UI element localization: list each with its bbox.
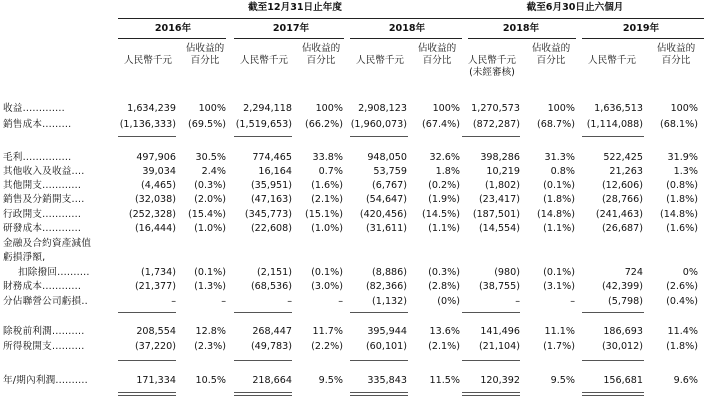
row-value: (49,783) [250, 341, 292, 352]
row-value: 31.9% [667, 152, 698, 163]
row-label: 扣除撥回.......... [18, 267, 90, 278]
row-value: 100% [547, 103, 575, 114]
row-value: (0.1%) [311, 267, 343, 278]
row-value: (2.6%) [666, 281, 698, 292]
total-double-underline [462, 392, 520, 393]
row-value: (1,802) [485, 180, 520, 191]
row-label: 所得稅開支.......... [3, 341, 85, 352]
row-value: (1.9%) [428, 194, 460, 205]
row-value: (6,767) [372, 180, 407, 191]
row-value: (0.1%) [543, 267, 575, 278]
total-double-underline [582, 395, 644, 396]
row-label: 銷售及分銷開支.... [3, 194, 85, 205]
col-head-rmb [462, 55, 522, 79]
row-value: (16,444) [134, 223, 176, 234]
total-double-underline [462, 395, 520, 396]
row-value: (980) [494, 267, 520, 278]
header-group-six-months: 截至6月30日止六個月 [526, 2, 624, 13]
row-value: (38,755) [478, 281, 520, 292]
row-value: (14.8%) [537, 209, 575, 220]
row-value: (37,220) [134, 341, 176, 352]
row-value: (2.1%) [428, 341, 460, 352]
year-rule-2018-6m [468, 38, 576, 39]
row-label: 年/期內利潤.......... [3, 375, 88, 386]
row-value: 9.5% [550, 375, 575, 386]
row-value: 13.6% [429, 326, 460, 337]
row-value: 11.4% [667, 326, 698, 337]
year-rule-2019-6m [582, 38, 704, 39]
row-value: – [171, 296, 176, 307]
row-value: (66.2%) [305, 119, 343, 130]
row-value: 398,286 [480, 152, 520, 163]
row-value: 186,693 [603, 326, 643, 337]
row-value: (2,151) [257, 267, 292, 278]
row-value: (26,687) [601, 223, 643, 234]
row-label: 分佔聯營公司虧損.. [3, 296, 88, 307]
year-rule-2018-fy [350, 38, 462, 39]
row-value: (420,456) [359, 209, 407, 220]
row-value: (241,463) [595, 209, 643, 220]
row-value: (21,104) [478, 341, 520, 352]
row-value: – [287, 296, 292, 307]
row-value: (32,038) [134, 194, 176, 205]
col-head-pct [296, 43, 346, 67]
row-value: (68.1%) [660, 119, 698, 130]
row-value: 11.7% [312, 326, 343, 337]
col-head-pct [648, 43, 704, 67]
row-value: (12,606) [601, 180, 643, 191]
row-label: 金融及合約資產減值 [3, 238, 92, 249]
row-value: 268,447 [252, 326, 292, 337]
row-value: (21,377) [134, 281, 176, 292]
row-label: 虧損淨額, [3, 252, 46, 263]
col-head-unaudited: (未經審核) [469, 67, 515, 78]
row-value: 10,219 [486, 166, 520, 177]
row-value: (14.8%) [660, 209, 698, 220]
row-value: (1,136,333) [119, 119, 176, 130]
row-value: (35,951) [250, 180, 292, 191]
row-value: (1,114,088) [586, 119, 643, 130]
row-label: 毛利............... [3, 152, 72, 163]
row-value: (23,417) [478, 194, 520, 205]
row-value: (1.1%) [543, 223, 575, 234]
col-head-pct [180, 43, 230, 67]
row-value: (872,287) [472, 119, 520, 130]
row-value: 31.3% [544, 152, 575, 163]
row-value: 0% [682, 267, 698, 278]
row-value: (252,328) [128, 209, 176, 220]
row-value: (3.1%) [543, 281, 575, 292]
row-value: 171,334 [136, 375, 176, 386]
row-value: 100% [315, 103, 343, 114]
row-label: 其他開支............ [3, 180, 82, 191]
row-value: (28,766) [601, 194, 643, 205]
row-value: (0.8%) [666, 180, 698, 191]
col-head-rmb: 人民幣千元 [240, 55, 288, 66]
row-value: 218,664 [252, 375, 292, 386]
row-value: (1.6%) [311, 180, 343, 191]
row-value: 497,906 [136, 152, 176, 163]
year-rule-2016 [118, 38, 226, 39]
col-head-pct-line2: 百分比 [306, 55, 336, 66]
col-head-pct-line2: 百分比 [536, 55, 566, 66]
row-value: 0.8% [550, 166, 575, 177]
row-value: (345,773) [244, 209, 292, 220]
subtotal-rule-gross-profit [234, 136, 292, 137]
year-header-2016: 2016年 [154, 23, 192, 34]
total-double-underline [234, 392, 292, 393]
row-value: 100% [198, 103, 226, 114]
row-value: – [570, 296, 575, 307]
subtotal-rule-gross-profit [582, 136, 644, 137]
group-rule-six-months [462, 18, 704, 19]
row-value: (0.1%) [543, 180, 575, 191]
row-value: (1.0%) [311, 223, 343, 234]
subtotal-rule-pretax [350, 312, 408, 313]
row-value: 100% [670, 103, 698, 114]
subtotal-rule-net-profit [234, 360, 292, 361]
row-value: 100% [432, 103, 460, 114]
total-double-underline [582, 392, 644, 393]
row-label: 行政開支............ [3, 209, 82, 220]
row-value: 1.3% [673, 166, 698, 177]
row-value: 53,759 [373, 166, 407, 177]
row-value: 33.8% [312, 152, 343, 163]
row-value: 9.6% [673, 375, 698, 386]
row-value: 11.5% [429, 375, 460, 386]
row-value: 1,636,513 [594, 103, 643, 114]
row-value: 21,263 [609, 166, 643, 177]
year-header-2017: 2017年 [272, 23, 310, 34]
row-value: (2.1%) [311, 194, 343, 205]
col-head-pct [526, 43, 576, 67]
subtotal-rule-net-profit [118, 360, 176, 361]
col-head-pct-line1: 佔收益的 [656, 43, 696, 54]
col-head-rmb-text: 人民幣千元 [468, 55, 516, 66]
col-head-pct-line2: 百分比 [422, 55, 452, 66]
row-label: 除稅前利潤.......... [3, 326, 85, 337]
row-value: (1,960,073) [350, 119, 407, 130]
row-value: (31,611) [365, 223, 407, 234]
row-value: 1,634,239 [127, 103, 176, 114]
row-value: (22,608) [250, 223, 292, 234]
total-double-underline [234, 395, 292, 396]
row-value: (1,734) [141, 267, 176, 278]
row-value: 156,681 [603, 375, 643, 386]
row-value: (3.0%) [311, 281, 343, 292]
subtotal-rule-net-profit [462, 360, 520, 361]
subtotal-rule-pretax [234, 312, 292, 313]
row-value: (1.1%) [428, 223, 460, 234]
row-value: 9.5% [318, 375, 343, 386]
year-header-2018-6m: 2018年 [502, 23, 540, 34]
row-label: 收益............. [3, 103, 65, 114]
row-value: (82,366) [365, 281, 407, 292]
row-value: (187,501) [472, 209, 520, 220]
row-value: (0.3%) [428, 267, 460, 278]
row-value: (1,132) [372, 296, 407, 307]
row-value: 11.1% [544, 326, 575, 337]
row-value: 724 [624, 267, 643, 278]
row-value: 141,496 [480, 326, 520, 337]
subtotal-rule-pretax [582, 312, 644, 313]
row-value: 30.5% [195, 152, 226, 163]
subtotal-rule-pretax [462, 312, 520, 313]
row-label: 其他收入及收益.... [3, 166, 85, 177]
row-value: (1.0%) [194, 223, 226, 234]
col-head-pct-line1: 佔收益的 [417, 43, 457, 54]
row-value: – [221, 296, 226, 307]
row-value: – [515, 296, 520, 307]
row-value: (68.7%) [537, 119, 575, 130]
row-value: 2,908,123 [358, 103, 407, 114]
row-value: (15.1%) [305, 209, 343, 220]
row-value: (4,465) [141, 180, 176, 191]
row-label: 財務成本............ [3, 281, 82, 292]
total-double-underline [350, 392, 408, 393]
row-value: 208,554 [136, 326, 176, 337]
row-value: 395,944 [367, 326, 407, 337]
row-value: 774,465 [252, 152, 292, 163]
year-header-2019-6m: 2019年 [622, 23, 660, 34]
row-value: (15.4%) [188, 209, 226, 220]
total-double-underline [350, 395, 408, 396]
row-value: (2.3%) [194, 341, 226, 352]
group-rule-fiscal [118, 18, 478, 19]
row-value: (1.7%) [543, 341, 575, 352]
row-value: 120,392 [480, 375, 520, 386]
col-head-pct-line1: 佔收益的 [301, 43, 341, 54]
row-value: (0.3%) [194, 180, 226, 191]
row-value: (14.5%) [422, 209, 460, 220]
row-value: 948,050 [367, 152, 407, 163]
row-value: 2.4% [201, 166, 226, 177]
col-head-pct [412, 43, 462, 67]
row-value: (60,101) [365, 341, 407, 352]
total-double-underline [118, 392, 176, 393]
row-value: 335,843 [367, 375, 407, 386]
row-label: 銷售成本......... [3, 119, 72, 130]
row-value: (1.6%) [666, 223, 698, 234]
subtotal-rule-pretax [118, 312, 176, 313]
row-value: (69.5%) [188, 119, 226, 130]
row-value: 522,425 [603, 152, 643, 163]
year-header-2018-fy: 2018年 [388, 23, 426, 34]
row-value: 2,294,118 [243, 103, 292, 114]
row-value: (1.8%) [666, 341, 698, 352]
subtotal-rule-gross-profit [350, 136, 408, 137]
subtotal-rule-gross-profit [118, 136, 176, 137]
row-value: (0.2%) [428, 180, 460, 191]
row-value: (2.8%) [428, 281, 460, 292]
header-group-fiscal-years: 截至12月31日止年度 [248, 2, 342, 13]
row-value: (30,012) [601, 341, 643, 352]
total-double-underline [118, 395, 176, 396]
row-value: (0.4%) [666, 296, 698, 307]
row-value: (0%) [437, 296, 460, 307]
row-value: (1,519,653) [235, 119, 292, 130]
row-value: 0.7% [318, 166, 343, 177]
subtotal-rule-net-profit [582, 360, 644, 361]
col-head-pct-line1: 佔收益的 [185, 43, 225, 54]
subtotal-rule-gross-profit [462, 136, 520, 137]
row-value: 39,034 [142, 166, 176, 177]
row-value: (14,554) [478, 223, 520, 234]
row-value: (68,536) [250, 281, 292, 292]
col-head-pct-line2: 百分比 [190, 55, 220, 66]
col-head-rmb: 人民幣千元 [124, 55, 172, 66]
row-value: (2.0%) [194, 194, 226, 205]
row-value: (67.4%) [422, 119, 460, 130]
row-value: 16,164 [258, 166, 292, 177]
row-value: (1.8%) [543, 194, 575, 205]
row-value: (1.8%) [666, 194, 698, 205]
col-head-rmb: 人民幣千元 [588, 55, 636, 66]
col-head-pct-line2: 百分比 [661, 55, 691, 66]
row-value: 12.8% [195, 326, 226, 337]
col-head-rmb: 人民幣千元 [356, 55, 404, 66]
row-value: (2.2%) [311, 341, 343, 352]
row-value: 1.8% [435, 166, 460, 177]
row-value: 10.5% [195, 375, 226, 386]
row-value: – [338, 296, 343, 307]
row-value: 32.6% [429, 152, 460, 163]
row-value: (8,886) [372, 267, 407, 278]
row-value: (54,647) [365, 194, 407, 205]
subtotal-rule-net-profit [350, 360, 408, 361]
row-label: 研發成本............ [3, 223, 82, 234]
year-rule-2017 [234, 38, 344, 39]
row-value: (47,163) [250, 194, 292, 205]
row-value: (0.1%) [194, 267, 226, 278]
row-value: 1,270,573 [471, 103, 520, 114]
col-head-pct-line1: 佔收益的 [531, 43, 571, 54]
row-value: (5,798) [608, 296, 643, 307]
row-value: (1.3%) [194, 281, 226, 292]
row-value: (42,399) [601, 281, 643, 292]
